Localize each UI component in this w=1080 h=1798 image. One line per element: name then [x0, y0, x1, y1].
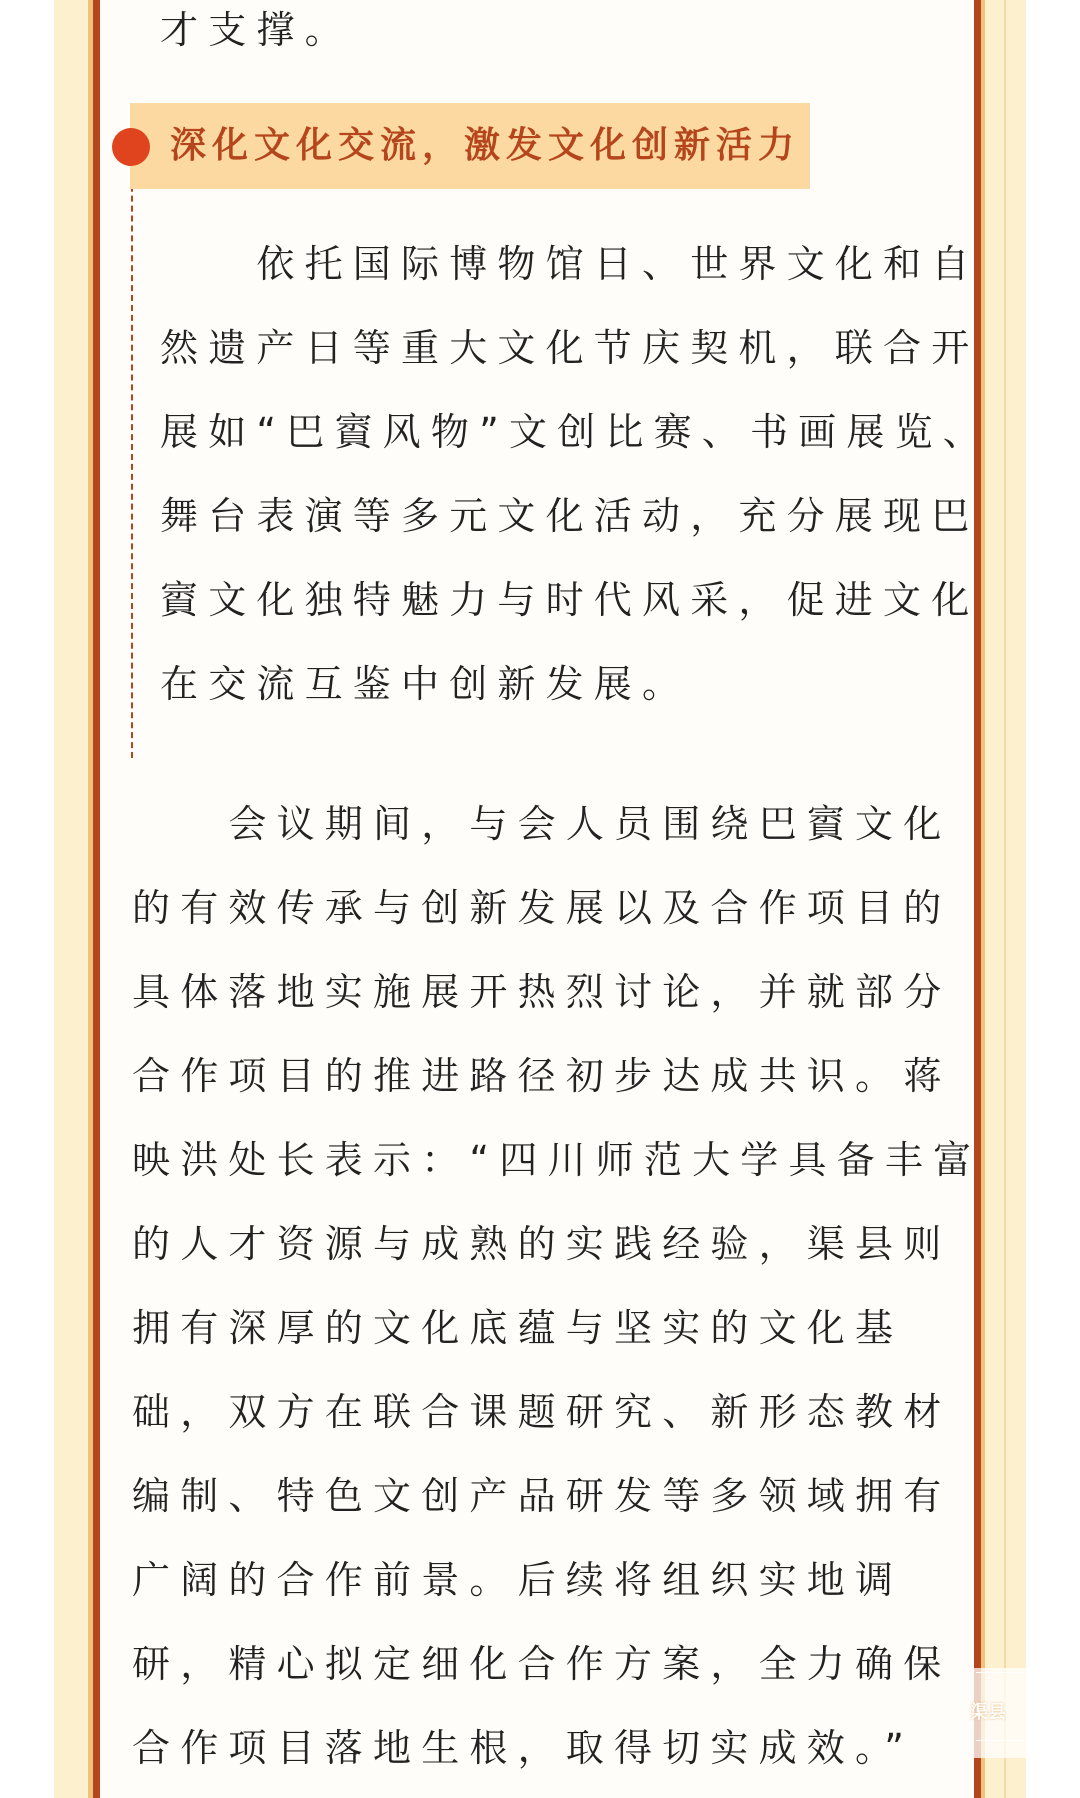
section-bullet-dot-icon [112, 128, 150, 166]
frame-left-border [54, 0, 88, 1798]
text-line: 广阔的合作前景。后续将组织实地调 [132, 1558, 904, 1602]
watermark-rule [976, 1740, 1024, 1741]
text-line: 拥有深厚的文化底蕴与坚实的文化基 [132, 1306, 904, 1350]
text-line: 的有效传承与创新发展以及合作项目的 [132, 886, 952, 930]
text-line: 然遗产日等重大文化节庆契机，联合开 [160, 326, 980, 370]
text-line: 研，精心拟定细化合作方案，全力确保 [132, 1642, 952, 1686]
text-line: 展如“巴賨风物”文创比赛、书画展览、 [160, 410, 991, 454]
text-line: 在交流互鉴中创新发展。 [160, 662, 691, 706]
text-line: 賨文化独特魅力与时代风采，促进文化 [160, 578, 980, 622]
text-line: 础，双方在联合课题研究、新形态教材 [132, 1390, 952, 1434]
text-line: 合作项目的推进路径初步达成共识。蒋 [132, 1054, 952, 1098]
text-line: 的人才资源与成熟的实践经验，渠县则 [132, 1222, 952, 1266]
section-dashed-guide [131, 146, 133, 758]
section-body-paragraph [160, 222, 991, 726]
section-heading: 深化文化交流，激发文化创新活力 [170, 125, 801, 166]
frame-right-thin-stripe [1004, 0, 1006, 1798]
watermark-text: 渠县 [970, 1702, 1006, 1723]
watermark-rule [976, 1672, 1024, 1673]
text-line: 具体落地实施展开热烈讨论，并就部分 [132, 970, 952, 1014]
text-line: 映洪处长表示：“四川师范大学具备丰富 [132, 1138, 982, 1182]
text-line: 依托国际博物馆日、世界文化和自 [160, 242, 980, 286]
text-line: 才支撑。 [160, 8, 353, 52]
meeting-paragraph [132, 782, 981, 1790]
text-line: 合作项目落地生根，取得切实成效。” [132, 1726, 915, 1770]
frame-left-dark-stripe [93, 0, 100, 1798]
text-line: 会议期间，与会人员围绕巴賨文化 [132, 802, 952, 846]
previous-paragraph-tail [160, 0, 353, 60]
text-line: 舞台表演等多元文化活动，充分展现巴 [160, 494, 980, 538]
text-line: 编制、特色文创产品研发等多领域拥有 [132, 1474, 952, 1518]
